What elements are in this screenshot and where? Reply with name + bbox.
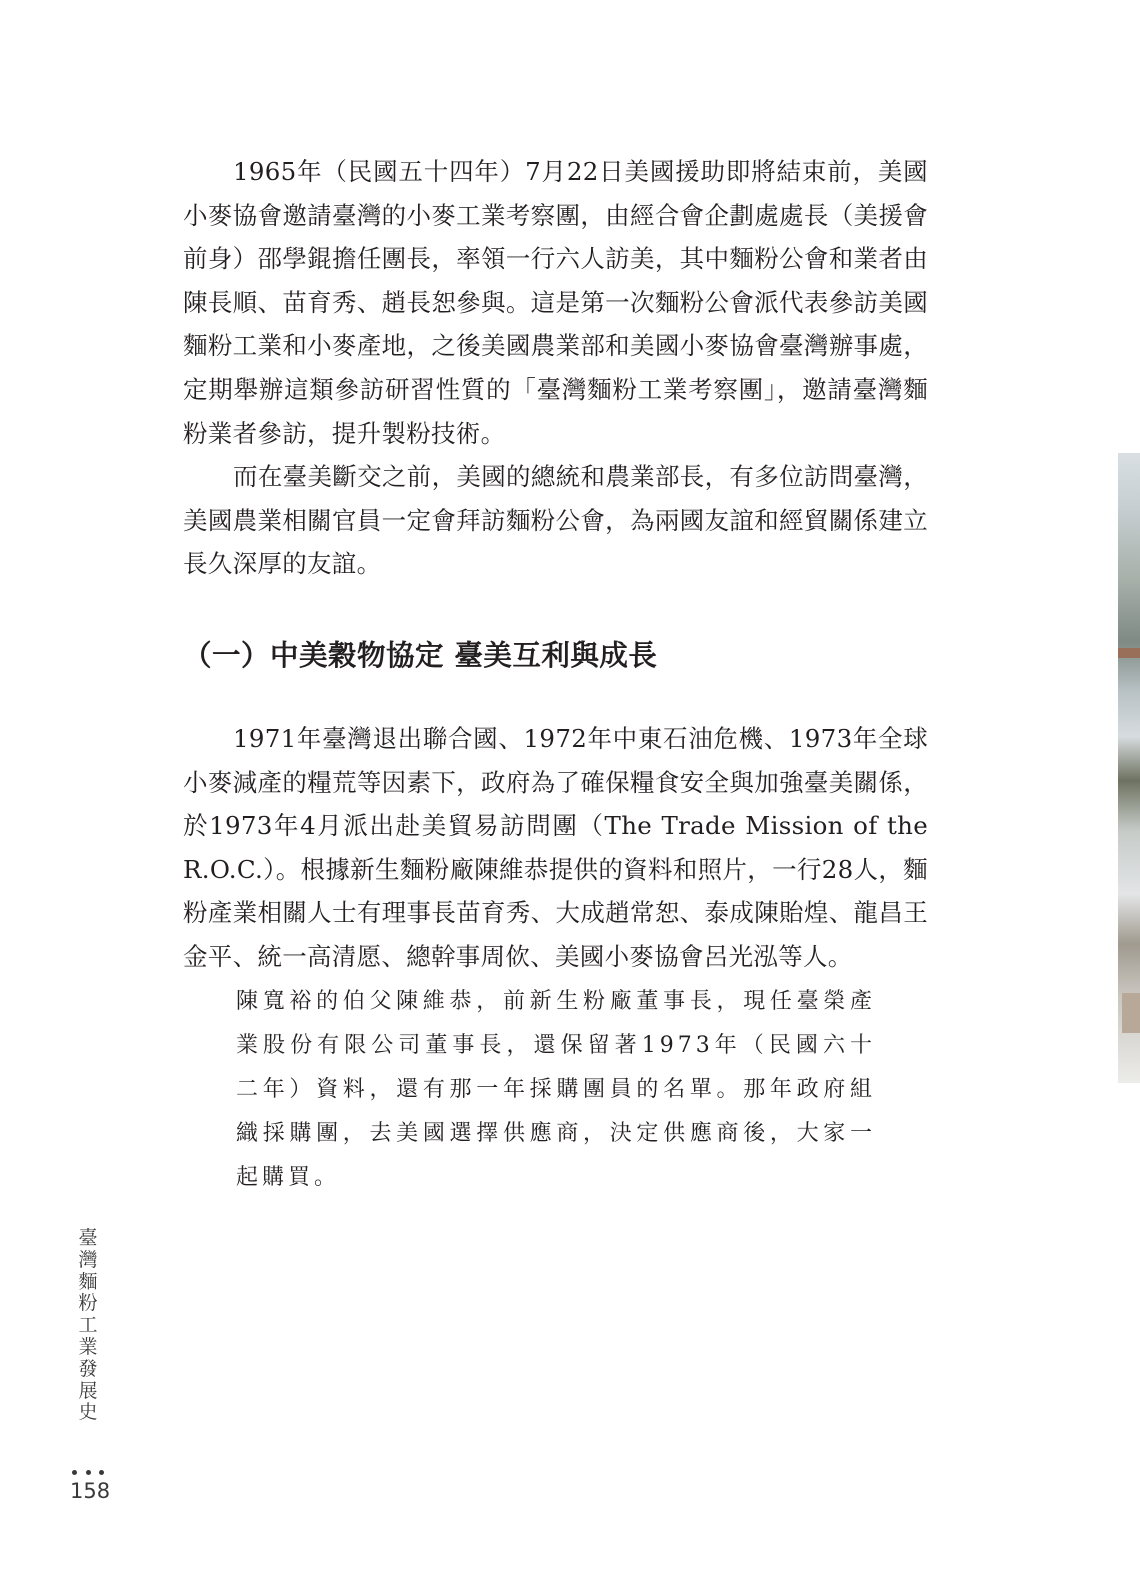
dot <box>86 1470 91 1475</box>
running-book-title: 臺灣麵粉工業發展史 <box>78 1227 98 1424</box>
photo-edge-image <box>1118 453 1140 1083</box>
page-dots-ornament <box>72 1470 104 1476</box>
photo-detail <box>1122 993 1140 1033</box>
interview-quote: 陳寬裕的伯父陳維恭，前新生粉廠董事長，現任臺榮產業股份有限公司董事長，還保留著1973年（民國六十二年）資料，還有那一年採購團員的名單。那年政府組織採購團，去美國選擇供應商，決定供應商後，大家一起購買。 <box>236 989 876 1190</box>
section-heading: （一）中美穀物協定 臺美互利與成長 <box>183 639 658 672</box>
dot <box>99 1470 104 1475</box>
photo-detail <box>1118 648 1140 658</box>
paragraph: 1965年（民國五十四年）7月22日美國援助即將結束前，美國小麥協會邀請臺灣的小麥工業考察團，由經合會企劃處處長（美援會前身）邵學錕擔任團長，率領一行六人訪美，其中麵粉公會和業者由陳長順、苗育秀、趙長恕參與。這是第一次麵粉公會派代表參訪美國麵粉工業和小麥產地，之後美國農業部和美國小麥協會臺灣辦事處，定期舉辦這類參訪研習性質的「臺灣麵粉工業考察團」，邀請臺灣麵粉業者參訪，提升製粉技術。 <box>183 157 928 448</box>
page-number: 158 <box>70 1479 111 1503</box>
section-2-body <box>183 717 928 979</box>
paragraph: 而在臺美斷交之前，美國的總統和農業部長，有多位訪問臺灣，美國農業相關官員一定會拜訪麵粉公會，為兩國友誼和經貿關係建立長久深厚的友誼。 <box>183 462 928 579</box>
dot <box>72 1470 77 1475</box>
paragraph: 1971年臺灣退出聯合國、1972年中東石油危機、1973年全球小麥減產的糧荒等因素下，政府為了確保糧食安全與加強臺美關係，於1973年4月派出赴美貿易訪問團（The Trade Mission of the R.O.C.）。根據新生麵粉廠陳維恭提供的資料和照片，一行28人，麵粉產業相關人士有理事長苗育秀、大成趙常恕、泰成陳貽煌、龍昌王金平、統一高清愿、總幹事周佽、美國小麥協會呂光泓等人。 <box>183 724 928 971</box>
section-1-body <box>183 150 928 586</box>
